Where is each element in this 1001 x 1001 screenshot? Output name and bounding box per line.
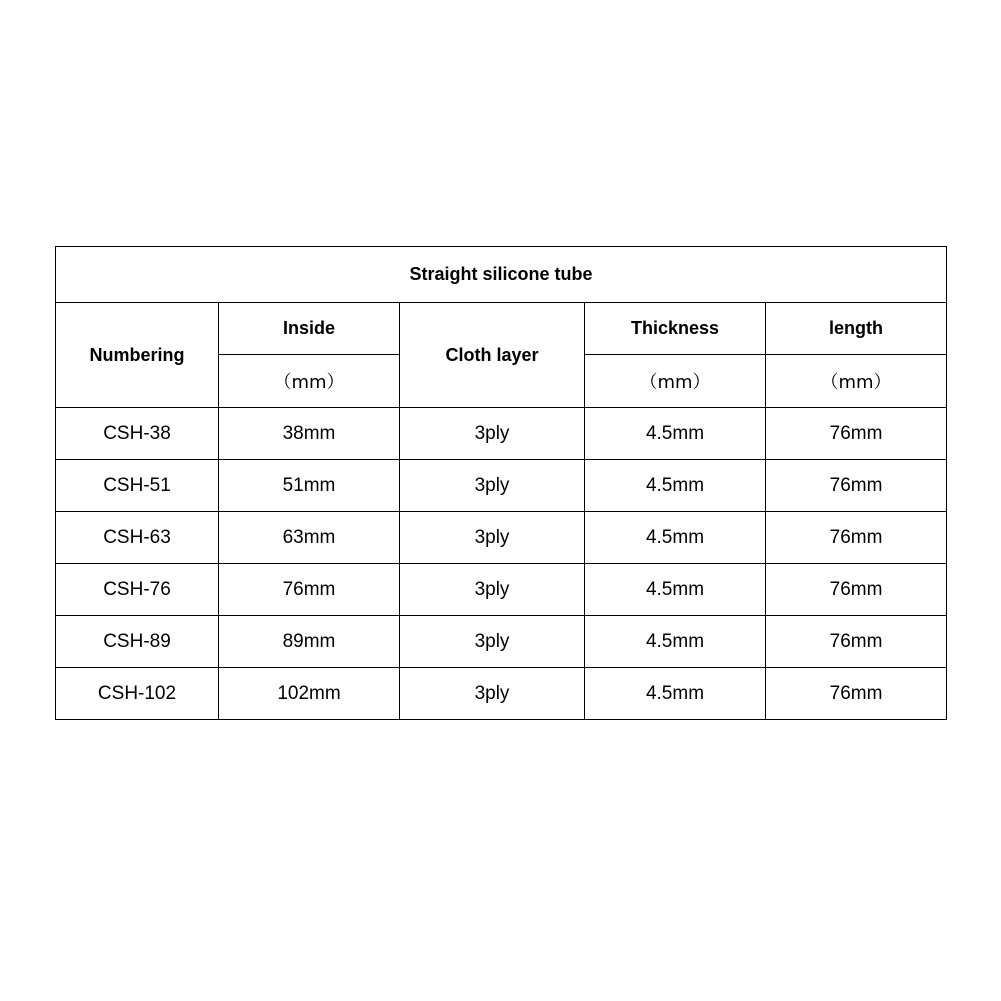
cell-numbering: CSH-76 — [56, 564, 219, 616]
table-row — [56, 616, 947, 668]
cell-cloth-layer: 3ply — [400, 512, 585, 564]
header-row — [56, 303, 947, 355]
cell-length: 76mm — [766, 564, 947, 616]
header-thickness-unit: （mm） — [585, 355, 766, 408]
cell-numbering: CSH-51 — [56, 460, 219, 512]
header-inside-unit: （mm） — [219, 355, 400, 408]
cell-inside: 89mm — [219, 616, 400, 668]
cell-thickness: 4.5mm — [585, 512, 766, 564]
cell-numbering: CSH-38 — [56, 408, 219, 460]
table-title: Straight silicone tube — [56, 247, 947, 303]
table-row — [56, 564, 947, 616]
header-length: length — [766, 303, 947, 355]
cell-cloth-layer: 3ply — [400, 616, 585, 668]
cell-thickness: 4.5mm — [585, 460, 766, 512]
cell-length: 76mm — [766, 408, 947, 460]
table-row — [56, 460, 947, 512]
title-row — [56, 247, 947, 303]
cell-thickness: 4.5mm — [585, 408, 766, 460]
cell-inside: 76mm — [219, 564, 400, 616]
cell-length: 76mm — [766, 668, 947, 720]
table-row — [56, 512, 947, 564]
cell-numbering: CSH-89 — [56, 616, 219, 668]
cell-length: 76mm — [766, 616, 947, 668]
cell-length: 76mm — [766, 512, 947, 564]
cell-cloth-layer: 3ply — [400, 408, 585, 460]
cell-cloth-layer: 3ply — [400, 564, 585, 616]
spec-table — [55, 246, 947, 720]
cell-inside: 38mm — [219, 408, 400, 460]
cell-cloth-layer: 3ply — [400, 460, 585, 512]
header-thickness: Thickness — [585, 303, 766, 355]
cell-length: 76mm — [766, 460, 947, 512]
cell-inside: 51mm — [219, 460, 400, 512]
cell-inside: 63mm — [219, 512, 400, 564]
header-length-unit: （mm） — [766, 355, 947, 408]
table-row — [56, 408, 947, 460]
header-cloth-layer: Cloth layer — [400, 303, 585, 408]
header-numbering: Numbering — [56, 303, 219, 408]
cell-thickness: 4.5mm — [585, 668, 766, 720]
cell-numbering: CSH-63 — [56, 512, 219, 564]
cell-cloth-layer: 3ply — [400, 668, 585, 720]
cell-numbering: CSH-102 — [56, 668, 219, 720]
cell-thickness: 4.5mm — [585, 564, 766, 616]
table-row — [56, 668, 947, 720]
cell-thickness: 4.5mm — [585, 616, 766, 668]
header-inside: Inside — [219, 303, 400, 355]
cell-inside: 102mm — [219, 668, 400, 720]
